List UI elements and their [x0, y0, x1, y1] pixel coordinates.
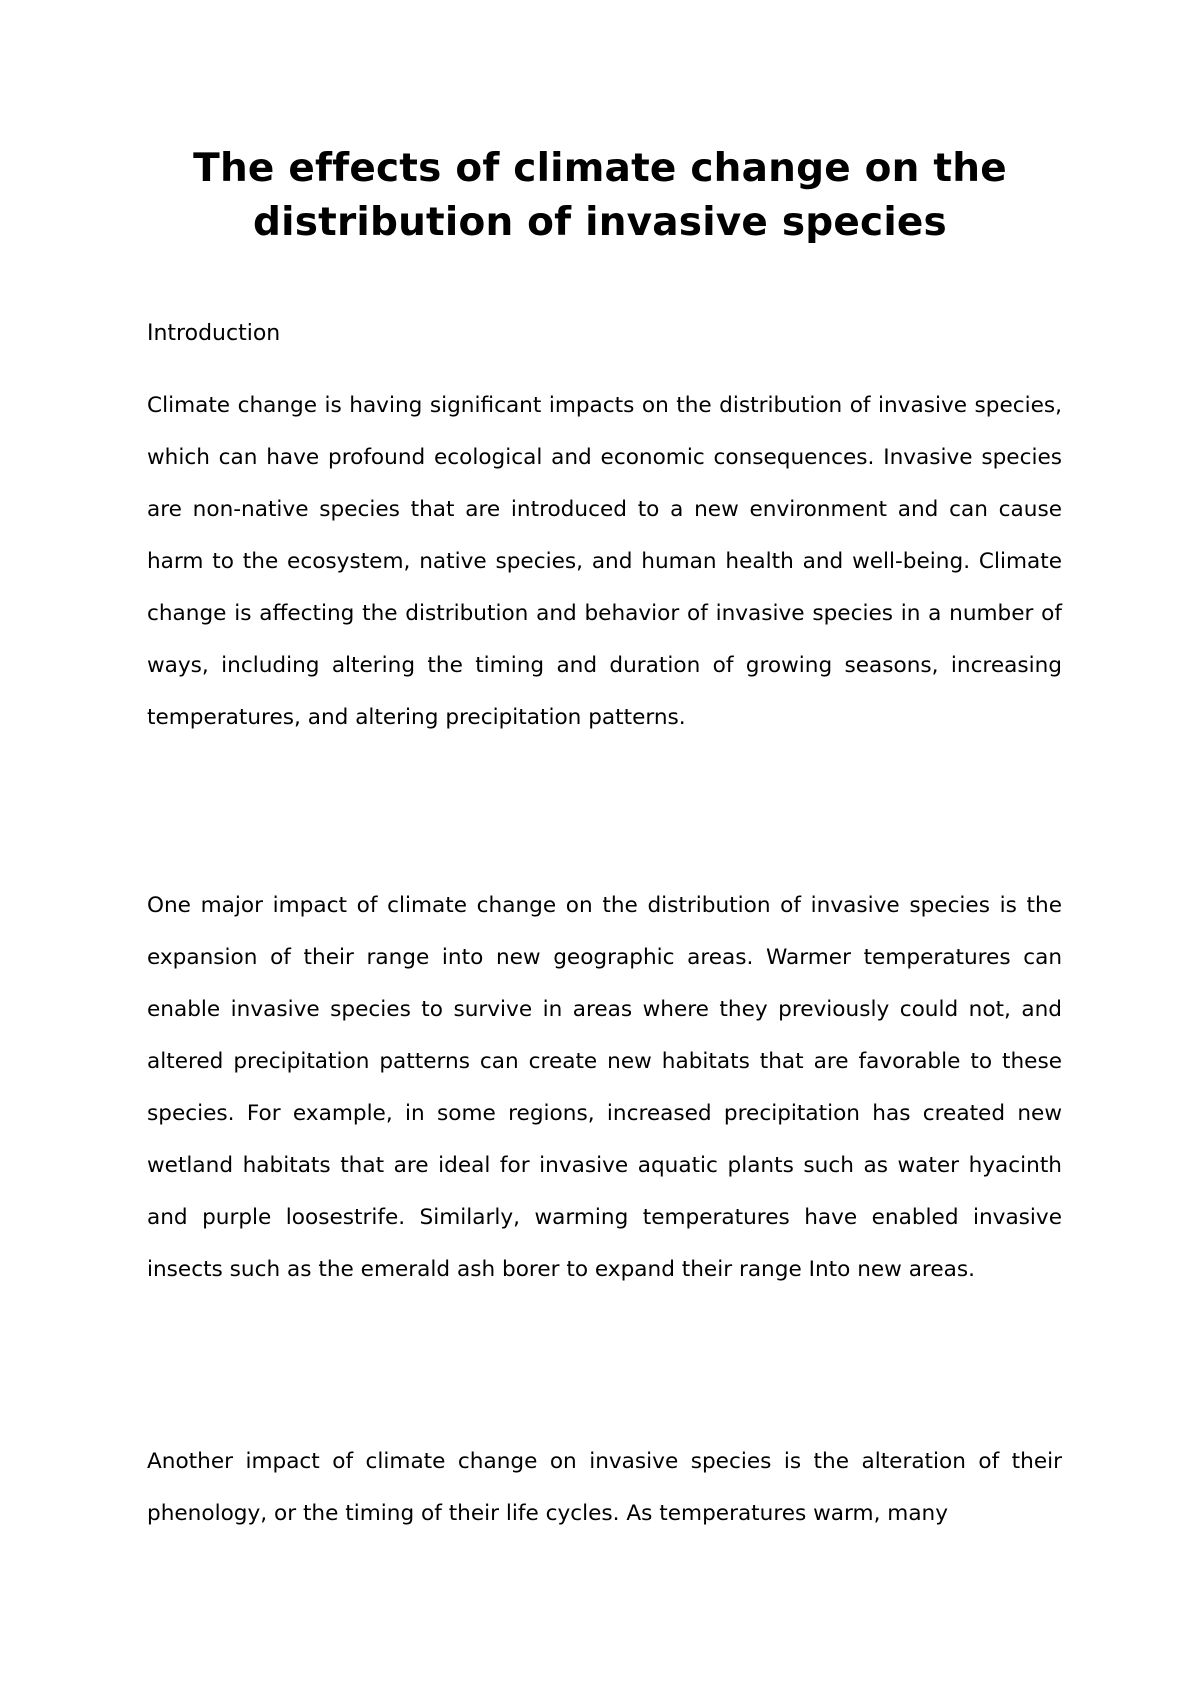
document-title: The effects of climate change on the distribution of invasive species — [193, 146, 1007, 245]
paragraph: Another impact of climate change on invasive species is the alteration of their phenology, or the timing of their life cycles. As temperatures warm, many — [147, 1449, 1062, 1526]
paragraph: One major impact of climate change on the distribution of invasive species is the expansion of their range into new geographic areas. Warmer temperatures can enable invasive species to survive in areas where they previously could not, and altered precipitation patterns can create new habitats that are favorable to these species. For example, in some regions, increased precipitation has created new wetland habitats that are ideal for invasive aquatic plants such as water hyacinth and purple loosestrife. Similarly, warming temperatures have enabled invasive insects such as the emerald ash borer to expand their range Into new areas. — [147, 893, 1062, 1282]
section-heading: Introduction — [147, 321, 281, 346]
paragraph: Climate change is having significant impacts on the distribution of invasive species, which can have profound ecological and economic consequences. Invasive species are non-native species that are introduced to a new environment and can cause harm to the ecosystem, native species, and human health and well-being. Climate change is affecting the distribution and behavior of invasive species in a number of ways, including altering the timing and duration of growing seasons, increasing temperatures, and altering precipitation patterns. — [147, 393, 1062, 730]
